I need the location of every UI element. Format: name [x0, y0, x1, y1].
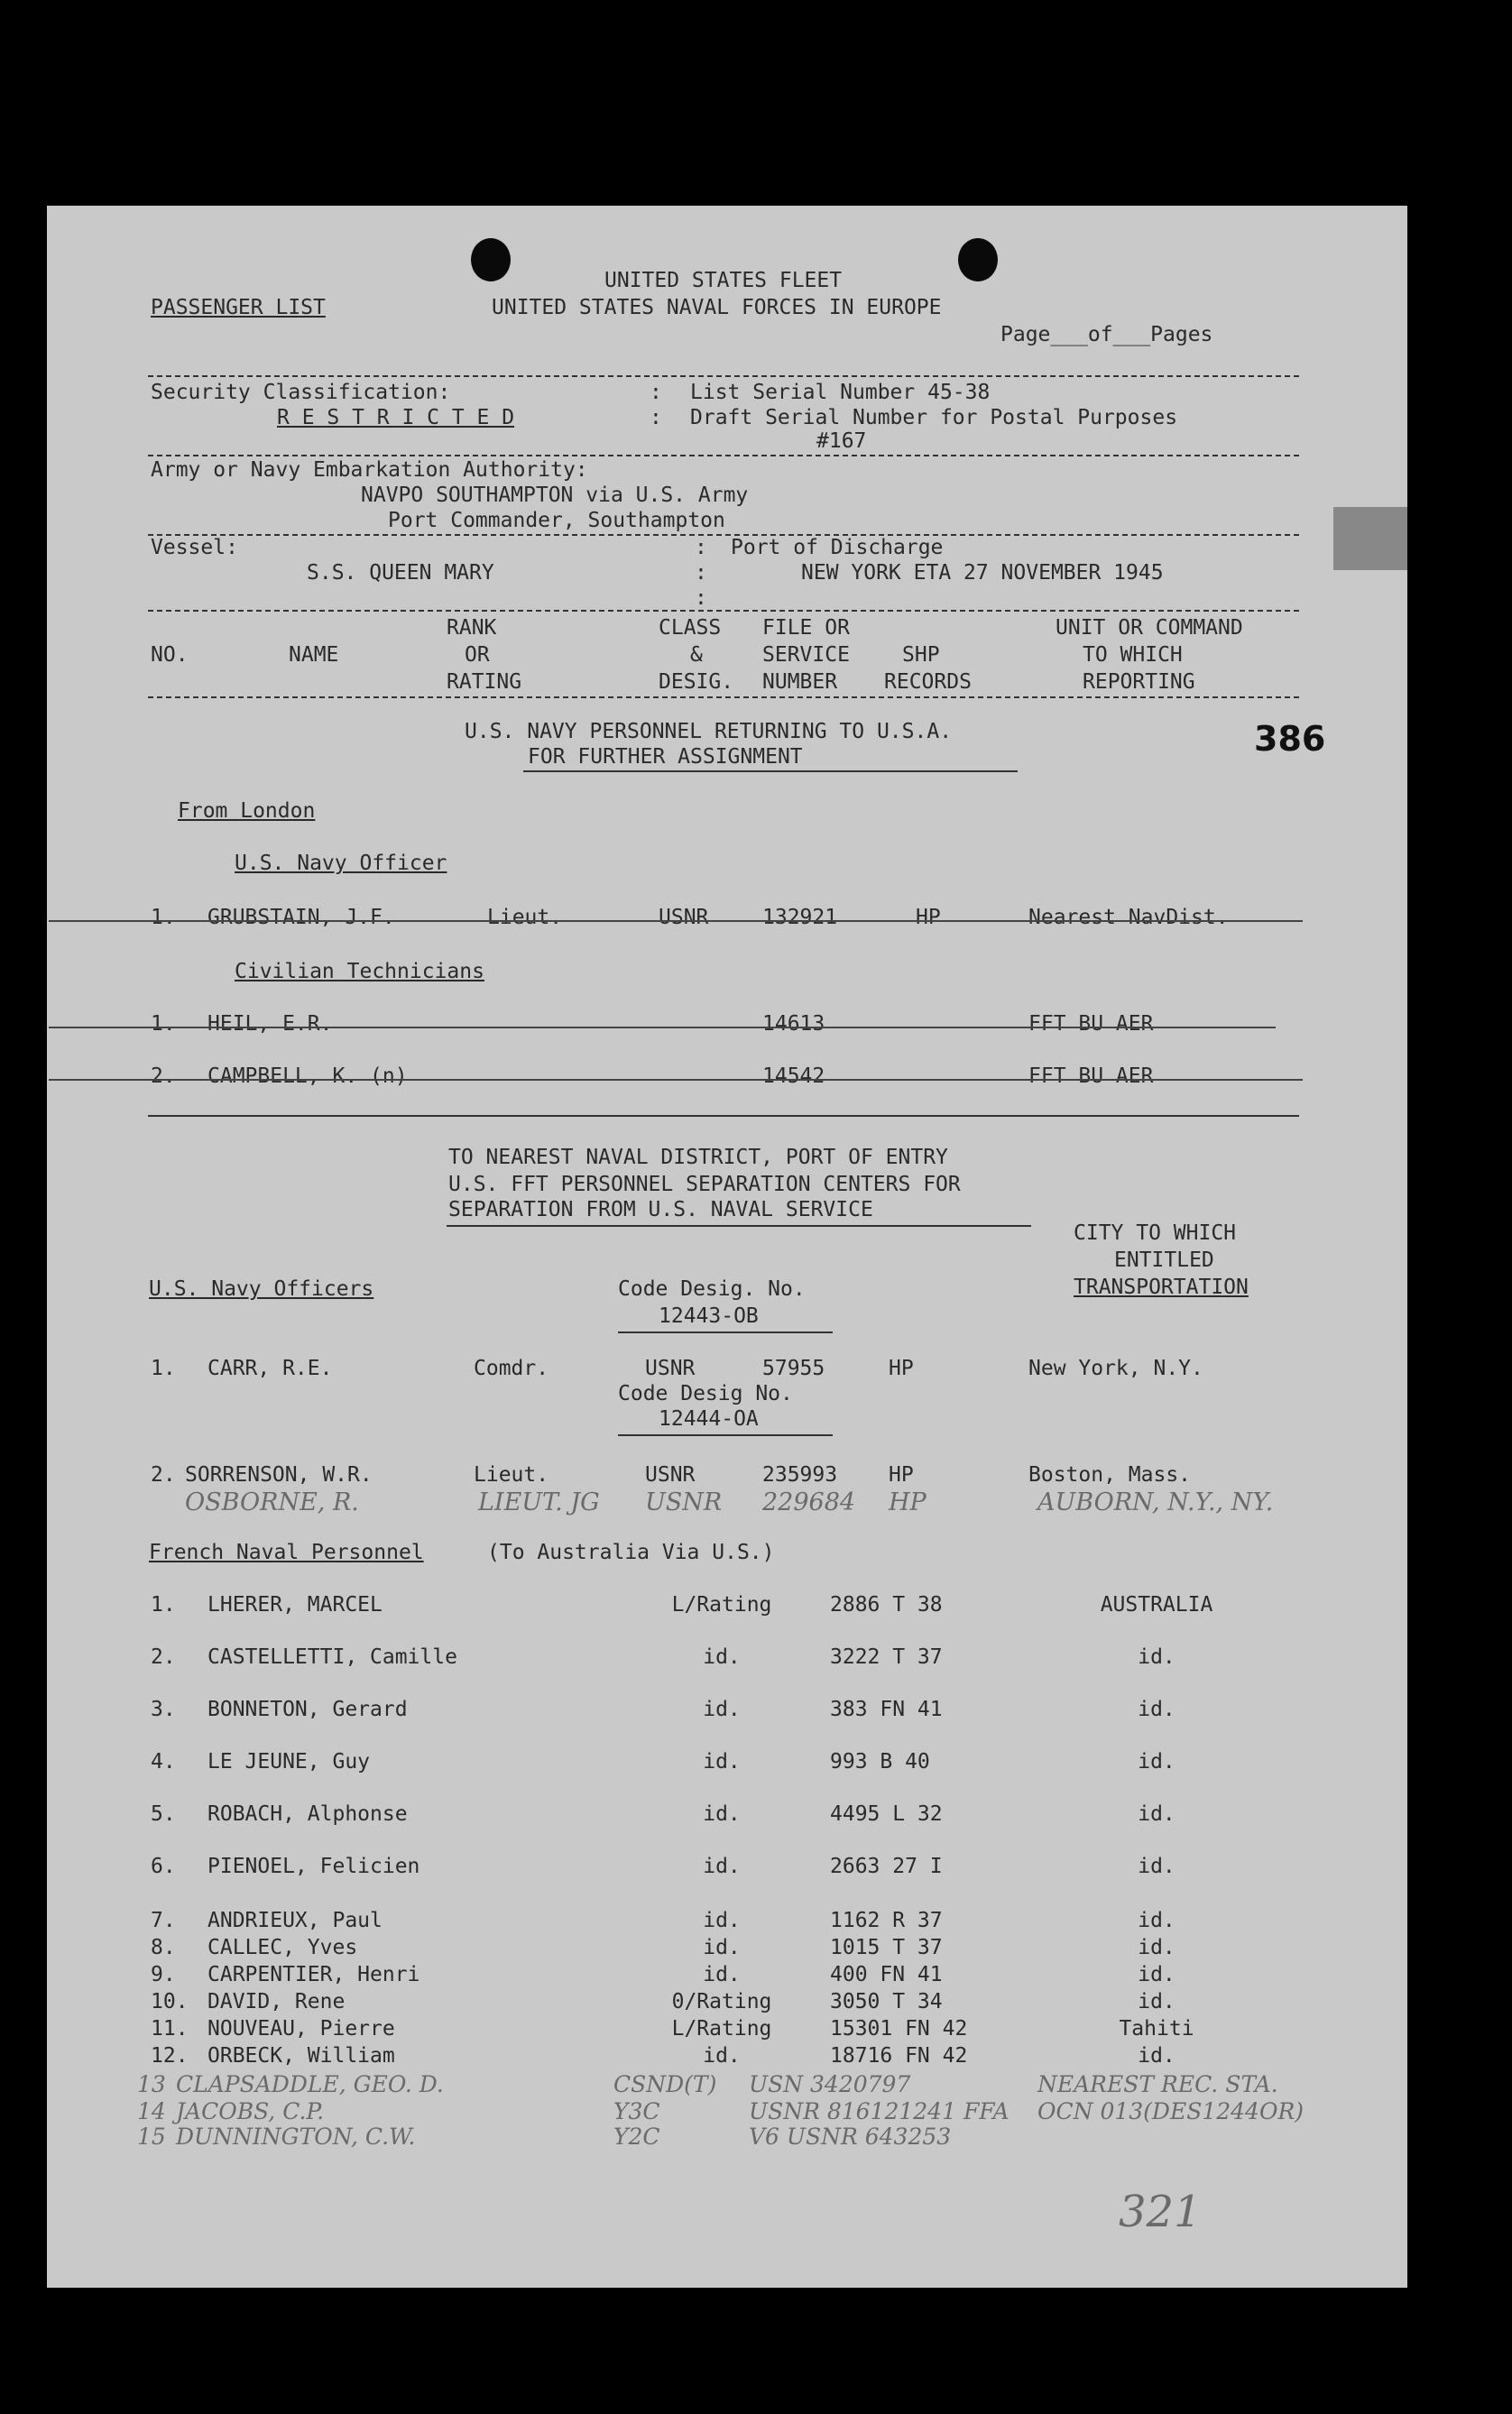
col-unit: UNIT OR COMMAND	[1056, 616, 1243, 640]
row-no: 2.	[151, 1463, 176, 1487]
row-no: 10.	[151, 1990, 189, 2013]
strike-line	[49, 1079, 1303, 1081]
row-rating: id.	[703, 1698, 741, 1721]
row-file: 400 FN 41	[830, 1963, 943, 1986]
row-rating: L/Rating	[671, 2017, 772, 2041]
section1-title: U.S. NAVY PERSONNEL RETURNING TO U.S.A.	[465, 720, 953, 743]
col-file: SERVICE	[762, 643, 850, 667]
colon: :	[695, 561, 707, 585]
row-no: 12.	[151, 2044, 189, 2068]
col-file: NUMBER	[762, 670, 838, 694]
row-file: 3050 T 34	[830, 1990, 943, 2013]
col-unit: REPORTING	[1083, 670, 1195, 694]
authority-label: Army or Navy Embarkation Authority:	[151, 458, 588, 482]
row-city: Boston, Mass.	[1028, 1463, 1192, 1487]
officers-heading: U.S. Navy Officers	[149, 1277, 374, 1301]
row-file: 235993	[762, 1463, 838, 1487]
city-heading: ENTITLED	[1114, 1248, 1214, 1272]
draft-serial: Draft Serial Number for Postal Purposes	[690, 406, 1178, 429]
row-rating: id.	[703, 1802, 741, 1826]
row-class: USNR	[645, 1463, 696, 1487]
civ-heading: Civilian Technicians	[235, 960, 484, 983]
row-name: HEIL, E.R.	[207, 1012, 333, 1036]
row-dest: Tahiti	[1119, 2017, 1194, 2041]
hand-no: 15	[137, 2124, 166, 2150]
hand-file: USNR 816121241 FFA	[749, 2098, 1010, 2124]
row-shp: HP	[916, 906, 941, 929]
divider	[148, 1115, 1299, 1117]
row-class: USNR	[659, 906, 709, 929]
punch-hole	[958, 238, 998, 281]
col-class: &	[690, 643, 703, 667]
row-dest: id.	[1138, 2044, 1175, 2068]
row-shp: HP	[889, 1463, 914, 1487]
row-dest: id.	[1138, 1802, 1175, 1826]
row-name: LE JEUNE, Guy	[207, 1750, 371, 1774]
row-rating: L/Rating	[671, 1593, 772, 1617]
divider	[148, 696, 1299, 698]
hand-file: 229684	[762, 1488, 856, 1516]
col-no: NO.	[151, 643, 189, 667]
row-no: 1.	[151, 906, 176, 929]
row-rating: id.	[703, 1909, 741, 1932]
hand-dest: NEAREST REC. STA.	[1037, 2071, 1278, 2097]
row-dest: id.	[1138, 1963, 1175, 1986]
row-no: 8.	[151, 1936, 176, 1959]
strike-line	[49, 1027, 1276, 1028]
vessel-label: Vessel:	[151, 536, 238, 559]
col-shp: RECORDS	[884, 670, 972, 694]
hand-dest: OCN 013(DES1244OR)	[1037, 2098, 1305, 2124]
row-rating: id.	[703, 1963, 741, 1986]
row-file: 1162 R 37	[830, 1909, 943, 1932]
row-no: 2.	[151, 1645, 176, 1669]
row-file: 14542	[762, 1064, 825, 1088]
hand-name: DUNNINGTON, C.W.	[176, 2124, 416, 2150]
underline	[447, 1225, 1031, 1227]
row-file: 18716 FN 42	[830, 2044, 968, 2068]
row-name: DAVID, Rene	[207, 1990, 346, 2013]
hand-name: CLAPSADDLE, GEO. D.	[176, 2071, 444, 2097]
row-file: 2663 27 I	[830, 1855, 943, 1878]
vessel-name: S.S. QUEEN MARY	[307, 561, 494, 585]
row-unit: FFT BU AER	[1028, 1012, 1154, 1036]
divider	[148, 534, 1299, 536]
row-name: GRUBSTAIN, J.F.	[207, 906, 395, 929]
row-rating: id.	[703, 1936, 741, 1959]
fleet-title: UNITED STATES FLEET	[604, 269, 843, 292]
row-name: ORBECK, William	[207, 2044, 395, 2068]
from-london: From London	[178, 799, 316, 823]
hand-file: V6 USNR 643253	[749, 2124, 952, 2150]
divider	[148, 455, 1299, 456]
row-file: 993 B 40	[830, 1750, 930, 1774]
row-rank: Comdr.	[474, 1357, 549, 1380]
row-name: PIENOEL, Felicien	[207, 1855, 420, 1878]
row-name: LHERER, MARCEL	[207, 1593, 383, 1617]
underline	[618, 1331, 833, 1333]
row-rating: id.	[703, 2044, 741, 2068]
row-dest: id.	[1138, 1698, 1175, 1721]
passenger-list-title: PASSENGER LIST	[151, 296, 326, 319]
row-no: 9.	[151, 1963, 176, 1986]
hand-no: 14	[137, 2098, 166, 2124]
strike-line	[49, 920, 1303, 922]
row-name: CAMPBELL, K. (n)	[207, 1064, 408, 1088]
row-dest: AUSTRALIA	[1100, 1593, 1213, 1617]
forces-title: UNITED STATES NAVAL FORCES IN EUROPE	[492, 296, 942, 319]
col-class: DESIG.	[659, 670, 734, 694]
col-shp: SHP	[902, 643, 940, 667]
port-label: Port of Discharge	[731, 536, 944, 559]
row-name: CALLEC, Yves	[207, 1936, 358, 1959]
security-label: Security Classification:	[151, 381, 451, 404]
row-city: New York, N.Y.	[1028, 1357, 1203, 1380]
row-no: 11.	[151, 2017, 189, 2041]
row-name: NOUVEAU, Pierre	[207, 2017, 395, 2041]
row-file: 132921	[762, 906, 838, 929]
hand-shp: HP	[889, 1488, 927, 1516]
row-rank: Lieut.	[474, 1463, 549, 1487]
row-unit: FFT BU AER	[1028, 1064, 1154, 1088]
divider	[148, 610, 1299, 612]
row-name: CARPENTIER, Henri	[207, 1963, 420, 1986]
colon: :	[695, 586, 707, 610]
row-dest: id.	[1138, 1645, 1175, 1669]
row-rank: Lieut.	[487, 906, 563, 929]
col-rank: OR	[465, 643, 490, 667]
hand-rank: CSND(T)	[613, 2071, 717, 2097]
hand-file: USN 3420797	[749, 2071, 911, 2097]
row-rating: id.	[703, 1855, 741, 1878]
row-no: 1.	[151, 1357, 176, 1380]
hand-class: USNR	[645, 1488, 723, 1516]
hand-rank: Y3C	[613, 2098, 660, 2124]
section1-subtitle: FOR FURTHER ASSIGNMENT	[528, 745, 803, 769]
col-rank: RATING	[447, 670, 522, 694]
row-dest: id.	[1138, 1855, 1175, 1878]
document-sheet	[47, 206, 1407, 2288]
punch-hole	[471, 238, 511, 281]
hand-name: JACOBS, C.P.	[176, 2098, 325, 2124]
row-no: 7.	[151, 1909, 176, 1932]
underline	[618, 1434, 833, 1436]
hand-no: 13	[137, 2071, 166, 2097]
colon: :	[650, 406, 662, 429]
row-unit: Nearest NavDist.	[1028, 906, 1229, 929]
city-heading: CITY TO WHICH	[1074, 1221, 1237, 1245]
french-heading: French Naval Personnel	[149, 1541, 424, 1564]
row-file: 14613	[762, 1012, 825, 1036]
colon: :	[695, 536, 707, 559]
hand-rank: LIEUT. JG	[478, 1488, 600, 1516]
row-class: USNR	[645, 1357, 696, 1380]
row-no: 6.	[151, 1855, 176, 1878]
code-desig-no: 12444-OA	[659, 1407, 759, 1431]
col-file: FILE OR	[762, 616, 850, 640]
col-class: CLASS	[659, 616, 722, 640]
section2-title: SEPARATION FROM U.S. NAVAL SERVICE	[448, 1198, 873, 1221]
divider	[148, 375, 1299, 377]
row-dest: id.	[1138, 1750, 1175, 1774]
row-no: 1.	[151, 1012, 176, 1036]
security-value: R E S T R I C T E D	[277, 406, 515, 429]
page-of-pages: Page___of___Pages	[1000, 323, 1213, 346]
page-number: 321	[1119, 2187, 1202, 2237]
list-serial: List Serial Number 45-38	[690, 381, 991, 404]
code-desig-no: 12443-OB	[659, 1304, 759, 1328]
row-no: 4.	[151, 1750, 176, 1774]
section2-title: TO NEAREST NAVAL DISTRICT, PORT OF ENTRY	[448, 1146, 948, 1169]
draft-number: #167	[816, 429, 867, 453]
row-name: ROBACH, Alphonse	[207, 1802, 408, 1826]
row-shp: HP	[889, 1357, 914, 1380]
row-file: 383 FN 41	[830, 1698, 943, 1721]
row-file: 15301 FN 42	[830, 2017, 968, 2041]
row-dest: id.	[1138, 1990, 1175, 2013]
section2-title: U.S. FFT PERSONNEL SEPARATION CENTERS FOR	[448, 1173, 961, 1196]
col-name: NAME	[289, 643, 339, 667]
colon: :	[650, 381, 662, 404]
authority-line2: Port Commander, Southampton	[388, 509, 725, 532]
col-rank: RANK	[447, 616, 497, 640]
row-no: 3.	[151, 1698, 176, 1721]
code-desig: Code Desig No.	[618, 1382, 793, 1405]
hand-rank: Y2C	[613, 2124, 660, 2150]
row-dest: id.	[1138, 1936, 1175, 1959]
row-name: SORRENSON, W.R.	[185, 1463, 373, 1487]
row-rating: id.	[703, 1750, 741, 1774]
officer-heading: U.S. Navy Officer	[235, 852, 447, 875]
city-heading: TRANSPORTATION	[1074, 1276, 1249, 1299]
row-file: 2886 T 38	[830, 1593, 943, 1617]
row-no: 2.	[151, 1064, 176, 1088]
row-file: 3222 T 37	[830, 1645, 943, 1669]
underline	[523, 770, 1018, 772]
port-value: NEW YORK ETA 27 NOVEMBER 1945	[801, 561, 1164, 585]
row-dest: id.	[1138, 1909, 1175, 1932]
row-name: CARR, R.E.	[207, 1357, 333, 1380]
french-note: (To Australia Via U.S.)	[487, 1541, 775, 1564]
row-name: ANDRIEUX, Paul	[207, 1909, 383, 1932]
row-file: 57955	[762, 1357, 825, 1380]
row-name: BONNETON, Gerard	[207, 1698, 408, 1721]
row-file: 1015 T 37	[830, 1936, 943, 1959]
code-desig: Code Desig. No.	[618, 1277, 806, 1301]
row-rating: 0/Rating	[671, 1990, 772, 2013]
hand-name: OSBORNE, R.	[185, 1488, 359, 1516]
stamp-number: 386	[1254, 719, 1326, 759]
col-unit: TO WHICH	[1083, 643, 1183, 667]
row-no: 5.	[151, 1802, 176, 1826]
row-no: 1.	[151, 1593, 176, 1617]
hand-city: AUBORN, N.Y., NY.	[1037, 1488, 1274, 1516]
row-name: CASTELLETTI, Camille	[207, 1645, 457, 1669]
row-file: 4495 L 32	[830, 1802, 943, 1826]
authority-line1: NAVPO SOUTHAMPTON via U.S. Army	[361, 484, 749, 507]
index-tab	[1333, 507, 1407, 570]
row-rating: id.	[703, 1645, 741, 1669]
